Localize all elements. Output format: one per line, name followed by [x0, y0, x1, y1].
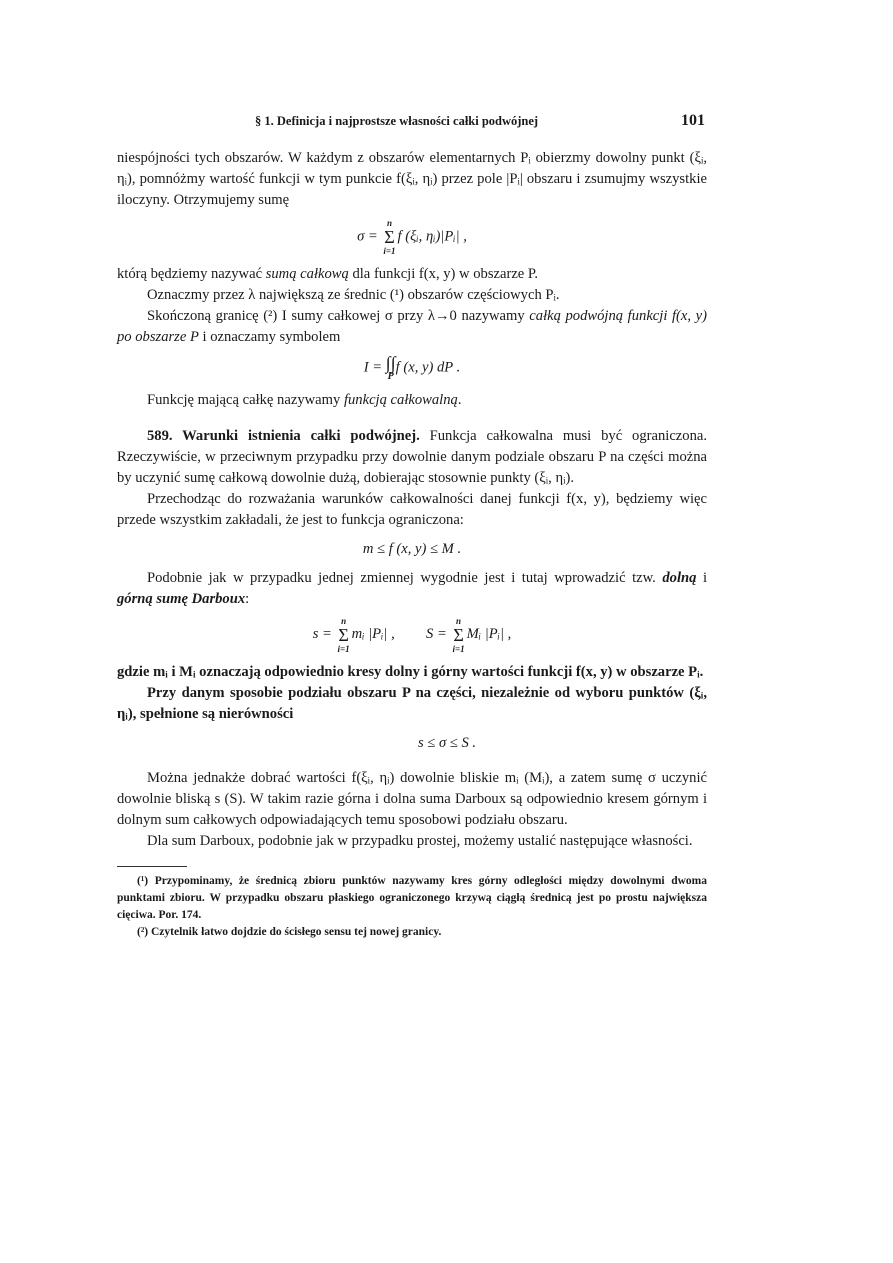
- equation-lhs: I =: [363, 359, 386, 376]
- paragraph: gdzie mᵢ i Mᵢ oznaczają odpowiednio kresy dolny i górny wartości funkcji f(x, y) w obszarze Pᵢ.: [117, 664, 704, 681]
- sum-lower-limit: i=1: [452, 644, 465, 655]
- equation-lhs: σ =: [357, 227, 382, 244]
- paragraph: [117, 390, 707, 411]
- term-emphasis: całką podwójną funkcji f(x, y) po obszarze P: [117, 308, 707, 346]
- text-run: i: [696, 569, 707, 586]
- paragraph: Dla sum Darboux, podobnie jak w przypadku prostej, możemy ustalić następujące własności.: [147, 833, 693, 850]
- footnote: (²) Czytelnik łatwo dojdzie do ścisłego sensu tej nowej granicy.: [137, 926, 442, 939]
- paragraph: Przy danym sposobie podziału obszaru P na części, niezależnie od wyboru punktów (ξᵢ, ηᵢ), spełnione są nierówności: [117, 685, 707, 723]
- text-run: Podobnie jak w przypadku jednej zmiennej wygodnie jest i tutaj wprowadzić tzw.: [147, 569, 663, 586]
- footnotes: [117, 873, 707, 941]
- integral-symbol: ∫∫: [385, 353, 396, 374]
- equation-inequality: s ≤ σ ≤ S .: [417, 734, 477, 751]
- section-589: [117, 426, 707, 490]
- term-emphasis: sumą całkową: [265, 265, 349, 282]
- sigma-symbol: Σ: [338, 625, 349, 646]
- equation-lhs: s =: [312, 626, 336, 643]
- sum-upper-limit: n: [341, 616, 347, 627]
- page-number: 101: [681, 112, 705, 129]
- text-run: Funkcja całkowalna musi być ograniczona. Rzeczywiście, w przeciwnym przypadku przy dowolnie danym podziale obszaru P na części można by uczynić sumę całkową dowolnie dużą, dobierając stosownie punkty (ξᵢ, ηᵢ).: [117, 427, 707, 487]
- text-run: :: [245, 590, 250, 607]
- text-run: którą będziemy nazywać: [117, 265, 266, 282]
- paragraph: Oznaczmy przez λ największą ze średnic (¹) obszarów częściowych Pᵢ.: [147, 286, 560, 303]
- sum-lower-limit: i=1: [337, 644, 350, 655]
- summation-operator: [383, 218, 395, 256]
- footnote: (¹) Przypominamy, że średnicą zbioru punktów nazywamy kres górny odległości między dowolnymi dwoma punktami zbioru. W przypadku obszaru płaskiego ograniczonego krzywą ciągłą średnicą jest po prostu największa cięciwa. Por. 174.: [117, 875, 707, 922]
- paragraph: [117, 306, 707, 348]
- paragraph: [117, 568, 707, 610]
- text-run: .: [457, 392, 462, 409]
- text-run: Funkcję mającą całkę nazywamy: [147, 392, 344, 409]
- equation-darboux-sums: [117, 616, 707, 654]
- equation-upper-sum: [426, 616, 512, 655]
- summation-operator: [338, 616, 350, 654]
- sum-upper-limit: n: [386, 217, 392, 228]
- footnote-divider: [117, 866, 187, 867]
- equation-double-integral: [117, 354, 707, 382]
- equation-body: Mᵢ |Pᵢ| ,: [466, 626, 512, 643]
- text-run: i oznaczamy symbolem: [198, 329, 341, 346]
- integral-domain: P: [387, 371, 394, 383]
- text-run: Skończoną granicę (²) I sumy całkowej σ przy λ→0 nazywamy: [147, 308, 530, 325]
- paragraph: niespójności tych obszarów. W każdym z obszarów elementarnych Pᵢ obierzmy dowolny punkt (ξᵢ, ηᵢ), pomnóżmy wartość funkcji w tym punkcie f(ξᵢ, ηᵢ) przez pole |Pᵢ| obszaru i zsumujmy wszystkie iloczyny. Otrzymujemy sumę: [117, 150, 707, 209]
- equation-body: f (x, y) dP .: [395, 359, 461, 376]
- equation-body: f (ξᵢ, ηᵢ)|Pᵢ| ,: [397, 227, 467, 244]
- summation-operator: [452, 616, 464, 654]
- page-header: [117, 112, 707, 132]
- equation-integral-sum: [117, 218, 707, 256]
- section-heading: 589. Warunki istnienia całki podwójnej.: [147, 427, 420, 444]
- paragraph: Przechodząc do rozważania warunków całkowalności danej funkcji f(x, y), będziemy więc przede wszystkim zakładali, że jest to funkcja ograniczona:: [117, 491, 707, 529]
- double-integral-operator: [386, 354, 396, 382]
- sum-lower-limit: i=1: [383, 245, 396, 256]
- equation-lower-sum: [312, 616, 395, 655]
- paragraph: Można jednakże dobrać wartości f(ξᵢ, ηᵢ) dowolnie bliskie mᵢ (Mᵢ), a zatem sumę σ uczynić dowolnie bliską s (S). W takim razie górna i dolna suma Darboux są odpowiednio kresem górnym i dolnym sum całkowych odpowiadających temu sposobowi podziału obszaru.: [117, 769, 707, 829]
- running-title: § 1. Definicja i najprostsze własności całki podwójnej: [255, 114, 539, 128]
- term-emphasis: dolną: [662, 569, 697, 586]
- equation-body: mᵢ |Pᵢ| ,: [351, 626, 395, 643]
- sigma-symbol: Σ: [453, 625, 464, 646]
- book-page: [117, 0, 707, 1263]
- term-emphasis: górną sumę Darboux: [117, 590, 246, 607]
- term-emphasis: funkcją całkowalną: [343, 392, 458, 409]
- text-run: dla funkcji f(x, y) w obszarze P.: [348, 265, 539, 282]
- main-text: [117, 148, 707, 941]
- equation-bounds: m ≤ f (x, y) ≤ M .: [362, 540, 462, 557]
- sum-upper-limit: n: [456, 616, 462, 627]
- paragraph: [117, 264, 707, 285]
- equation-lhs: S =: [426, 626, 451, 643]
- sigma-symbol: Σ: [384, 226, 395, 247]
